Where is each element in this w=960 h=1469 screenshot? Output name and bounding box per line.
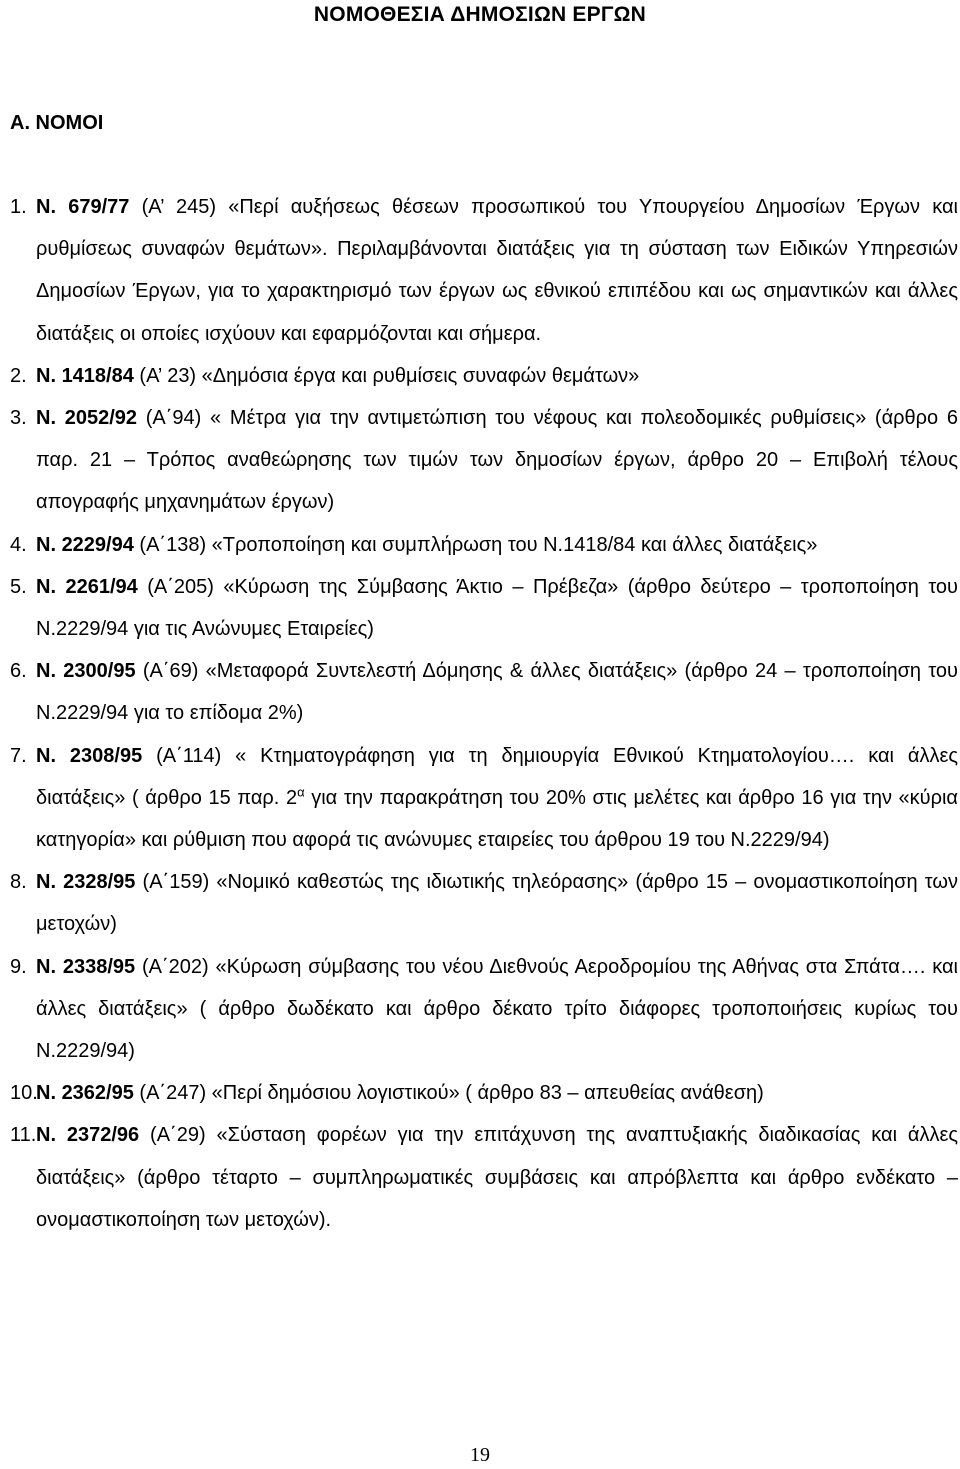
item-text (36, 1072, 958, 1114)
law-prefix: Ν. (36, 871, 56, 894)
law-prefix: Ν. (36, 533, 56, 556)
law-prefix: Ν. (36, 1124, 56, 1147)
item-text (36, 1114, 958, 1241)
law-number: 2261/94 (65, 575, 138, 598)
law-description-part-a: (Α΄114) « Κτηματογράφηση για τη δημιουργία Εθνικού Κτηματολογίου…. και άλλες διατάξεις» ( άρθρο 15 παρ. 2 (36, 744, 958, 809)
item-number: 1. (10, 196, 27, 218)
item-number: 5. (10, 575, 27, 598)
law-description: (Α΄138) «Τροποποίηση και συμπλήρωση του Ν.1418/84 και άλλες διατάξεις» (133, 533, 818, 556)
law-prefix: Ν. (36, 364, 56, 387)
law-number: 2362/95 (61, 1082, 134, 1105)
item-number: 4. (10, 533, 27, 556)
law-number: 2372/96 (66, 1124, 140, 1147)
list-item (10, 735, 958, 862)
list-item (10, 355, 958, 397)
item-text (36, 946, 958, 1073)
law-number: 2229/94 (61, 533, 134, 556)
law-description: (Α΄69) «Μεταφορά Συντελεστή Δόμησης & άλλες διατάξεις» (άρθρο 24 – τροποποίηση του Ν.2229/94 για το επίδομα 2%) (36, 660, 958, 725)
law-description: (Α’ 245) «Περί αυξήσεως θέσεων προσωπικού του Υπουργείου Δημοσίων Έργων και ρυθμίσεως συναφών θεμάτων». Περιλαμβάνονται διατάξεις για τη σύσταση των Ειδικών Υπηρεσιών Δημοσίων Έργων, για το χαρακτηρισμό των έργων ως εθνικού επιπέδου και ως σημαντικών και άλλες διατάξεις οι οποίες ισχύουν και εφαρμόζονται και σήμερα. (36, 196, 958, 345)
law-number: 679/77 (68, 196, 130, 218)
item-number: 2. (10, 364, 27, 387)
law-number: 2328/95 (63, 871, 136, 894)
item-text (36, 566, 958, 650)
item-text (36, 186, 958, 355)
list-item (10, 566, 958, 650)
law-list (10, 186, 958, 1241)
item-text (36, 861, 958, 945)
list-item (10, 1072, 958, 1114)
law-number: 2308/95 (69, 744, 143, 767)
item-text (36, 397, 958, 524)
item-number: 8. (10, 871, 27, 894)
list-item (10, 397, 958, 524)
law-prefix: Ν. (36, 660, 56, 683)
law-prefix: Ν. (36, 407, 56, 430)
law-description-part-b: για την παρακράτηση του 20% στις μελέτες και άρθρο 16 για την «κύρια κατηγορία» και ρύθμιση που αφορά τις ανώνυμες εταιρείες του άρθρου 19 του Ν.2229/94) (36, 786, 958, 852)
item-number: 6. (10, 660, 27, 683)
law-prefix: Ν. (36, 955, 56, 978)
list-item (10, 650, 958, 734)
law-description: (Α΄205) «Κύρωση της Σύμβασης Άκτιο – Πρέβεζα» (άρθρο δεύτερο – τροποποίηση του Ν.2229/94 για τις Ανώνυμες Εταιρείες) (36, 575, 958, 641)
law-number: 2052/92 (64, 407, 138, 430)
item-text (36, 735, 958, 862)
law-prefix: Ν. (36, 744, 56, 767)
law-prefix: Ν. (36, 196, 56, 218)
law-description: (Α’ 23) «Δημόσια έργα και ρυθμίσεις συναφών θεμάτων» (133, 364, 640, 387)
law-number: 2338/95 (62, 955, 136, 978)
superscript-alpha: α (297, 784, 305, 800)
section-heading: Α. ΝΟΜΟΙ (10, 112, 104, 134)
list-item (10, 524, 958, 566)
law-number: 2300/95 (63, 660, 136, 683)
document-title: ΝΟΜΟΘΕΣΙΑ ΔΗΜΟΣΙΩΝ ΕΡΓΩΝ (313, 3, 647, 26)
law-prefix: Ν. (36, 1082, 56, 1105)
item-number: 9. (10, 955, 27, 978)
item-number: 10. (10, 1082, 38, 1105)
list-item (10, 946, 958, 1073)
list-item (10, 861, 958, 945)
law-description: (Α΄29) «Σύσταση φορέων για την επιτάχυνση της αναπτυξιακής διαδικασίας και άλλες διατάξεις» (άρθρο τέταρτο – συμπληρωματικές συμβάσεις και απρόβλεπτα και άρθρο ενδέκατο – ονομαστικοποίηση των μετοχών). (36, 1124, 959, 1231)
item-text (36, 524, 958, 566)
list-item (10, 186, 958, 355)
list-item (10, 1114, 958, 1241)
law-number: 1418/84 (61, 364, 134, 387)
law-description: (Α΄202) «Κύρωση σύμβασης του νέου Διεθνούς Αερoδρομίου της Αθήνας στα Σπάτα…. και άλλες διατάξεις» ( άρθρο δωδέκατο και άρθρο δέκατο τρίτο διάφορες τροποποιήσεις κυρίως του Ν.2229/94) (36, 955, 958, 1063)
page-number: 19 (470, 1444, 490, 1466)
law-description: (Α΄247) «Περί δημόσιου λογιστικού» ( άρθρο 83 – απευθείας ανάθεση) (133, 1082, 764, 1105)
item-number: 3. (10, 407, 27, 430)
item-number: 7. (10, 744, 27, 767)
law-description: (Α΄94) « Μέτρα για την αντιμετώπιση του νέφους και πολεοδομικές ρυθμίσεις» (άρθρο 6 παρ. 21 – Τρόπος αναθεώρησης των τιμών των δημοσίων έργων, άρθρο 20 – Επιβολή τέλους απογραφής μηχανημάτων έργων) (36, 407, 958, 514)
item-text (36, 650, 958, 734)
law-description: (Α΄159) «Νομικό καθεστώς της ιδιωτικής τηλεόρασης» (άρθρο 15 – ονομαστικοποίηση των μετοχών) (36, 871, 958, 936)
law-prefix: Ν. (36, 575, 56, 598)
item-number: 11. (10, 1124, 37, 1147)
item-text (36, 355, 958, 397)
